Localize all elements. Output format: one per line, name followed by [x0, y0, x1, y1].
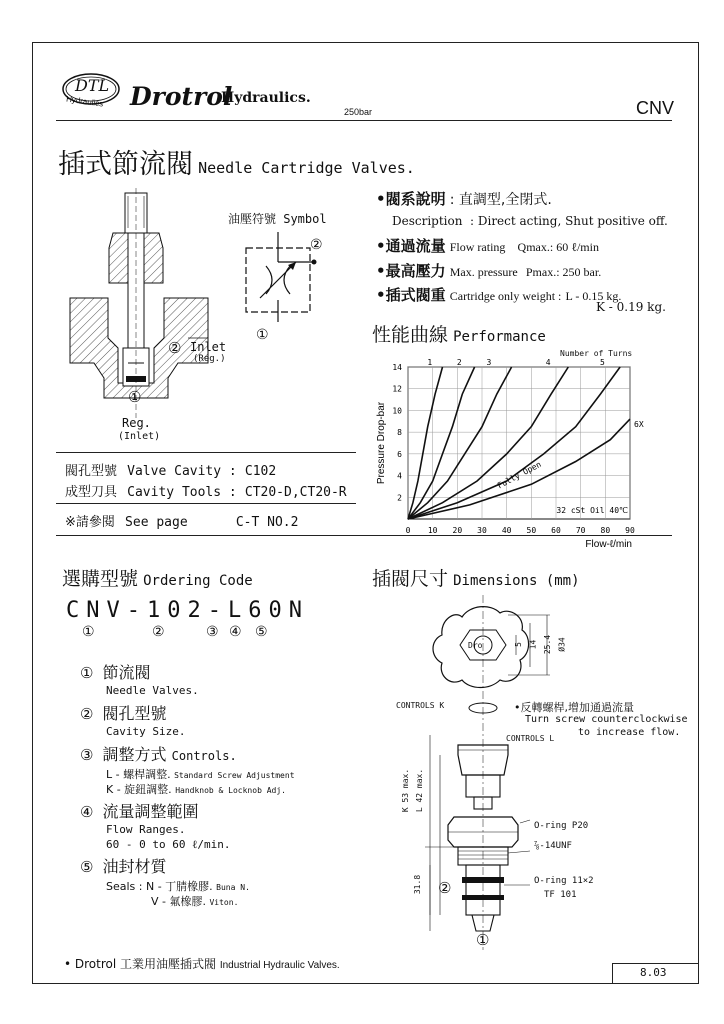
dim-en: Dimensions (mm) — [453, 573, 580, 589]
see-zh: ※請參閱 — [65, 515, 115, 530]
cavity-row-2 — [65, 481, 347, 500]
cavity-rule-bottom — [56, 535, 672, 536]
reg-label: Reg. — [122, 416, 151, 430]
cavity-val: C102 — [244, 464, 277, 479]
controls-k — [106, 781, 286, 797]
flow-range: 60 - 0 to 60 ℓ/min. — [106, 838, 231, 851]
flow-zh: •通過流量 — [376, 237, 446, 255]
chart-series-line — [408, 367, 568, 519]
bottom-port-number: ① — [128, 388, 142, 406]
chart-y-tick: 12 — [392, 384, 402, 394]
logo-text: DTL — [75, 76, 110, 95]
chart-y-tick: 2 — [397, 493, 402, 503]
chart-x-tick: 20 — [452, 526, 463, 535]
chart-y-tick: 4 — [397, 471, 402, 481]
desc-en: Description — [392, 214, 463, 228]
chart-x-label: Flow-ℓ/min — [585, 539, 632, 550]
code-index-3: ③ — [206, 624, 219, 640]
perf-en: Performance — [453, 329, 546, 345]
chart-x-tick: 70 — [575, 526, 586, 535]
chart-series-label: 5 — [599, 358, 605, 367]
controls-l-label: CONTROLS L — [506, 734, 555, 743]
see-val: C-T NO.2 — [235, 515, 299, 530]
code-index-4: ④ — [229, 624, 242, 640]
ordering-zh: 選購型號 — [62, 568, 139, 590]
desc-en-val: : Direct acting, Shut positive off. — [470, 214, 668, 228]
spec-pressure — [376, 260, 601, 281]
footer-en: Industrial Hydraulic Valves. — [219, 960, 340, 971]
desc-val: : 直調型,全閉式. — [449, 192, 552, 208]
dim-14: 14 — [528, 639, 538, 650]
thread-spec: ⅞-14UNF — [534, 841, 572, 851]
seals-n — [106, 878, 250, 894]
item3-zh: 調整方式 — [102, 745, 167, 764]
brand-name: Drotrol — [130, 82, 233, 111]
controls-l — [106, 766, 295, 782]
code-index-2: ② — [152, 624, 165, 640]
chart-series-label: 1 — [427, 358, 433, 367]
dim-port1: ① — [476, 931, 490, 949]
item4-num: ④ — [80, 803, 94, 821]
chart-series-line — [408, 367, 620, 519]
page-title — [58, 142, 415, 181]
model-code: CNV — [636, 98, 675, 118]
item2-num: ② — [80, 705, 94, 723]
chart-y-tick: 8 — [397, 428, 402, 438]
tf-101: TF 101 — [544, 890, 577, 900]
order-item-1 — [80, 660, 151, 683]
logo-sub: Hydraulics — [65, 94, 104, 109]
item3-en: Controls. — [171, 749, 237, 763]
tools-val: CT20-D,CT20-R — [244, 485, 347, 500]
cavity-rule-mid — [56, 503, 356, 504]
item3-num: ③ — [80, 746, 94, 764]
chart-x-tick: 0 — [405, 526, 411, 535]
cavity-row-1 — [65, 460, 276, 479]
inlet-port-number: ② — [168, 339, 182, 357]
controls-l-zh: L - 螺桿調整. — [106, 768, 171, 781]
chart-y-label: Pressure Drop-bar — [376, 401, 387, 485]
turn-note-zh: •反轉螺桿,增加通過流量 — [514, 701, 634, 714]
item1-zh: 節流閥 — [102, 663, 151, 682]
chart-annotation-oil: 32 cSt Oil 40℃ — [556, 506, 628, 515]
inlet-label: Inlet — [190, 340, 227, 354]
dim-zh: 插閥尺寸 — [372, 568, 449, 590]
flow-val: Qmax.: 60 ℓ/min — [517, 240, 599, 254]
symbol-label: 油壓符號 Symbol — [228, 212, 327, 226]
dim-port2: ② — [438, 879, 452, 897]
item1-num: ① — [80, 664, 94, 682]
seals-v — [151, 893, 238, 909]
oring-p20: O-ring P20 — [534, 821, 589, 831]
order-item-3 — [80, 742, 237, 765]
perf-zh: 性能曲線 — [372, 324, 449, 346]
cavity-row-3 — [65, 511, 298, 530]
press-zh: •最高壓力 — [376, 262, 446, 280]
title-en: Needle Cartridge Valves. — [198, 159, 415, 177]
chart-y-tick: 6 — [397, 449, 402, 459]
dim-5: 5 — [513, 642, 523, 647]
weight-zh: •插式閥重 — [376, 286, 446, 304]
chart-series-label-6x: 6X — [634, 420, 644, 430]
item1-en: Needle Valves. — [106, 684, 199, 697]
footer-zh: • Drotrol 工業用油壓插式閥 — [64, 957, 217, 971]
item4-zh: 流量調整範圍 — [102, 802, 199, 821]
flow-en: Flow rating — [449, 240, 506, 254]
performance-heading — [372, 320, 546, 347]
item2-zh: 閥孔型號 — [102, 704, 167, 723]
dim-l42: L 42 max. — [415, 768, 425, 813]
chart-top-label: Number of Turns — [560, 349, 633, 358]
order-item-5 — [80, 854, 167, 877]
cavity-en: Valve Cavity : — [127, 464, 237, 479]
dim-top-brand: Dro — [468, 641, 483, 650]
chart-x-tick: 30 — [477, 526, 487, 535]
inlet-reg-label: (Reg.) — [193, 354, 226, 364]
chart-series-label: 4 — [545, 358, 551, 367]
cross-section-drawing — [68, 188, 218, 418]
chart-y-tick: 10 — [392, 406, 402, 416]
tools-en: Cavity Tools : — [127, 485, 237, 500]
pressure-rating: 250bar — [344, 107, 373, 117]
weight-en: Cartridge only weight : — [449, 289, 562, 303]
chart-series-line — [408, 367, 475, 519]
oring-11: O-ring 11×2 — [534, 876, 594, 886]
page-number: 8.03 — [640, 966, 667, 979]
seals-n-en: Buna N. — [216, 883, 250, 892]
order-item-2 — [80, 701, 167, 724]
chart-x-tick: 40 — [501, 526, 512, 535]
see-en: See page — [125, 515, 188, 530]
spec-weight — [376, 284, 621, 305]
code-index-1: ① — [82, 624, 95, 640]
brand-suffix: Hydraulics. — [221, 90, 311, 106]
item4-en: Flow Ranges. — [106, 823, 186, 836]
chart-x-tick: 10 — [427, 526, 438, 535]
code-index-5: ⑤ — [255, 624, 268, 640]
order-item-4 — [80, 799, 199, 822]
item5-num: ⑤ — [80, 858, 94, 876]
performance-chart — [374, 355, 670, 555]
ordering-en: Ordering Code — [143, 573, 253, 589]
chart-series-line — [408, 367, 443, 519]
turn-note-en2: to increase flow. — [578, 727, 681, 738]
dim-34: Ø34 — [557, 637, 567, 652]
reg-inlet-label: (Inlet) — [118, 431, 161, 442]
tools-zh: 成型刀具 — [65, 485, 118, 500]
chart-plot-area — [408, 367, 630, 519]
seals-n-zh: Seals : N - 丁腈橡膠. — [106, 880, 213, 893]
chart-y-tick: 14 — [392, 363, 402, 372]
ordering-code: CNV-102-L60N — [66, 598, 309, 623]
desc-zh: •閥系說明 — [376, 190, 446, 208]
press-en: Max. pressure — [449, 265, 518, 279]
header-rule — [56, 120, 672, 121]
controls-k-label: CONTROLS K — [396, 701, 445, 710]
chart-x-tick: 50 — [526, 526, 537, 535]
item5-zh: 油封材質 — [102, 857, 167, 876]
turn-note-en1: Turn screw counterclockwise — [525, 714, 688, 725]
dimension-drawing — [400, 595, 580, 955]
ordering-heading — [62, 564, 253, 591]
weight-val1: L - 0.15 kg. — [565, 289, 622, 303]
symbol-port2: ② — [310, 237, 323, 253]
press-val: Pmax.: 250 bar. — [525, 265, 602, 279]
chart-annotation-open: Fully Open — [495, 459, 543, 491]
chart-x-tick: 80 — [600, 526, 611, 535]
chart-series-label: 2 — [456, 358, 462, 367]
chart-series-label: 3 — [486, 358, 492, 367]
controls-k-en: Handknob & Locknob Adj. — [175, 786, 286, 795]
dim-k53: K 53 max. — [401, 768, 411, 813]
seals-v-en: Viton. — [209, 898, 239, 907]
title-zh: 插式節流閥 — [58, 149, 193, 180]
seals-v-zh: V - 氟橡膠. — [151, 895, 206, 908]
dim-318: 31.8 — [413, 874, 423, 895]
cavity-zh: 閥孔型號 — [65, 464, 118, 479]
dimensions-heading — [372, 564, 580, 591]
controls-l-en: Standard Screw Adjustment — [174, 771, 295, 780]
controls-k-zh: K - 旋鈕調整. — [106, 783, 172, 796]
cavity-rule-top — [56, 452, 356, 453]
spec-flow — [376, 235, 599, 256]
dim-254: 25.4 — [543, 634, 553, 655]
symbol-port1: ① — [256, 327, 269, 343]
chart-x-tick: 90 — [625, 526, 635, 535]
weight-val2: K - 0.19 kg. — [596, 300, 666, 314]
spec-description — [376, 188, 552, 209]
chart-x-tick: 60 — [551, 526, 561, 535]
item2-en: Cavity Size. — [106, 725, 186, 738]
footer-text — [64, 955, 340, 972]
